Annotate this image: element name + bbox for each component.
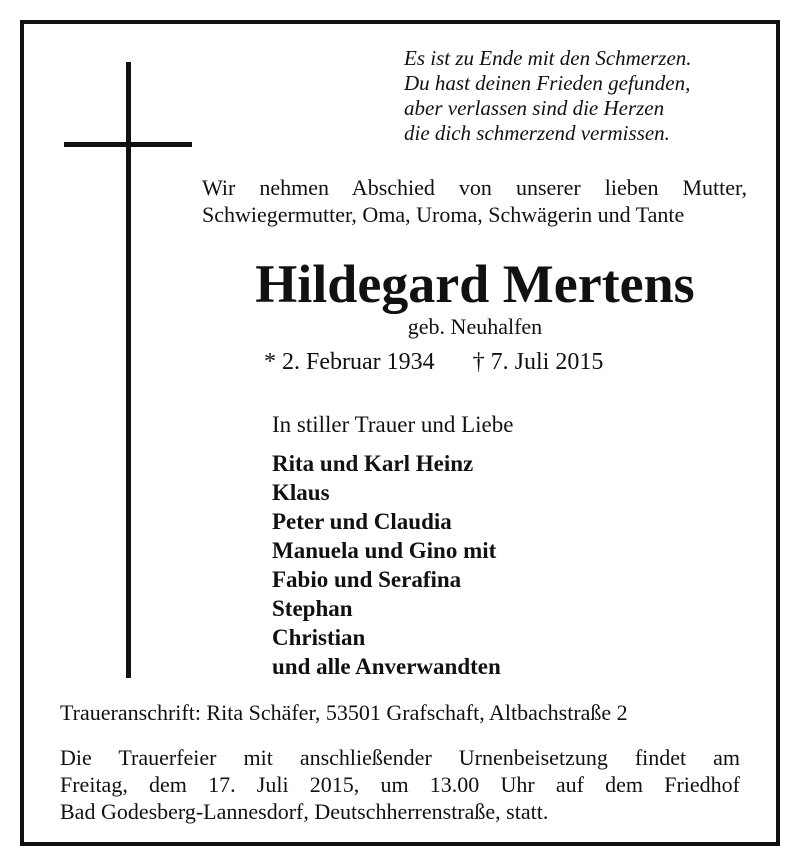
family-member: Peter und Claudia: [272, 509, 452, 534]
birth-name: geb. Neuhalfen: [407, 314, 543, 339]
poem-line: Du hast deinen Frieden gefunden,: [404, 71, 691, 95]
ceremony-line: Bad Godesberg-Lannesdorf, Deutschherrenstraße, statt.: [60, 799, 549, 824]
family-member: Stephan: [272, 596, 353, 621]
ceremony-line: Freitag, dem 17. Juli 2015, um 13.00 Uhr auf dem Friedhof: [60, 772, 740, 797]
intro-text: [202, 174, 747, 228]
family-list: [272, 449, 501, 681]
death-date: † 7. Juli 2015: [472, 349, 604, 375]
family-member: Christian: [272, 625, 366, 650]
family-member: und alle Anverwandten: [272, 654, 501, 679]
birth-date: * 2. Februar 1934: [264, 349, 435, 375]
obituary-frame: [20, 20, 780, 846]
intro-line: Wir nehmen Abschied von unserer lieben Mutter,: [202, 175, 747, 200]
family-member: Fabio und Serafina: [272, 567, 462, 592]
poem: [404, 46, 692, 146]
ceremony-notice: [60, 744, 740, 825]
cross-horizontal-bar: [64, 142, 192, 147]
poem-line: aber verlassen sind die Herzen: [404, 96, 665, 120]
family-member: Rita und Karl Heinz: [272, 451, 474, 476]
poem-line: Es ist zu Ende mit den Schmerzen.: [404, 46, 692, 70]
family-member: Manuela und Gino mit: [272, 538, 497, 563]
deceased-name: Hildegard Mertens: [255, 254, 695, 314]
mourning-text: In stiller Trauer und Liebe: [272, 412, 514, 437]
life-dates: [264, 349, 603, 376]
intro-line: Schwiegermutter, Oma, Uroma, Schwägerin und Tante: [202, 202, 685, 227]
ceremony-line: Die Trauerfeier mit anschließender Urnenbeisetzung findet am: [60, 745, 740, 770]
mourning-address: Traueranschrift: Rita Schäfer, 53501 Grafschaft, Altbachstraße 2: [60, 700, 628, 725]
family-member: Klaus: [272, 480, 330, 505]
poem-line: die dich schmerzend vermissen.: [404, 121, 670, 145]
cross-vertical-bar: [126, 62, 131, 678]
